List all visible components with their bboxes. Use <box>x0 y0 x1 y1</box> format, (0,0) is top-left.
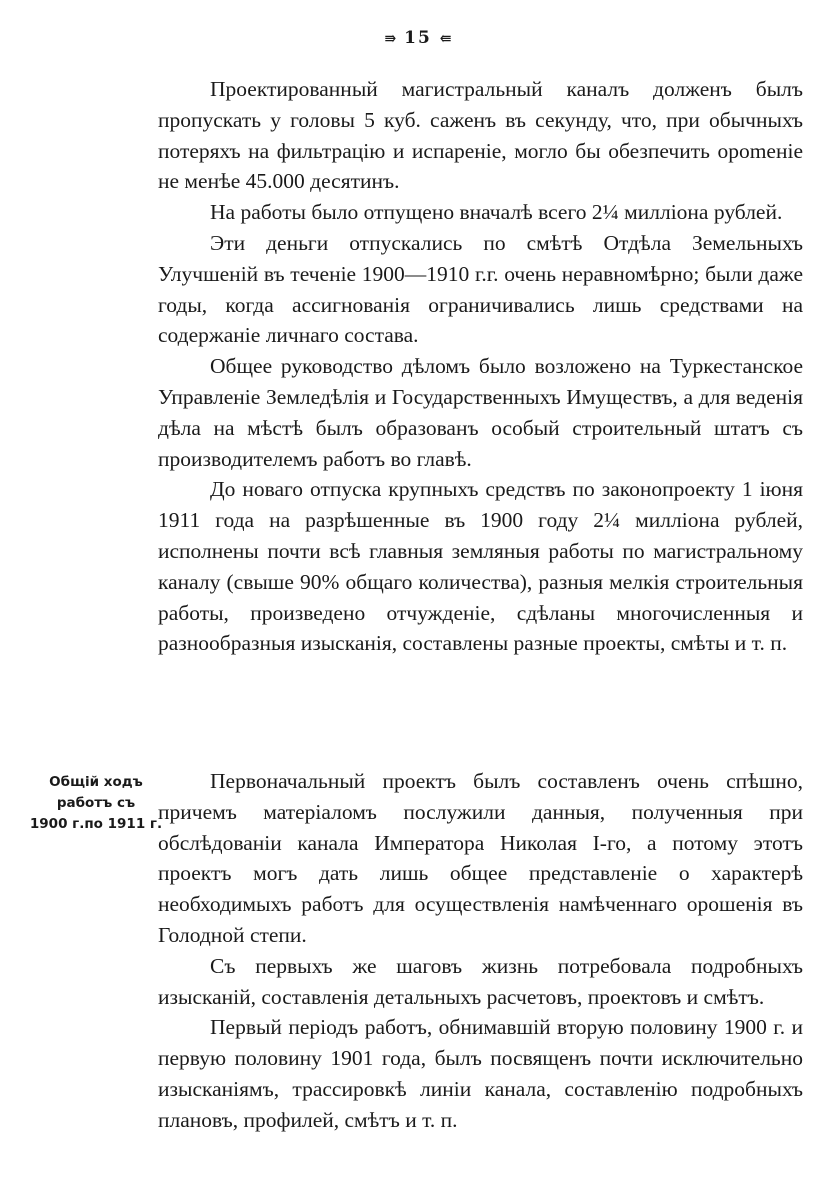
paragraph: На работы было отпущено вначалѣ всего 2¼ милліона рублей. <box>210 200 783 225</box>
paragraph: Общее руководство дѣломъ было возложено на Туркестанское Управленіе Земледѣлія и Государственныхъ Имуществъ, а для веденія дѣла на мѣстѣ былъ образованъ особый строительный штатъ съ производителемъ работъ во главѣ. <box>158 354 803 471</box>
ornament-right-icon: ⇚ <box>439 31 452 47</box>
page-number: 15 <box>404 28 432 48</box>
margin-note-line: работъ съ <box>56 795 136 811</box>
paragraph: Съ первыхъ же шаговъ жизнь потребовала подробныхъ изысканій, составленія детальныхъ расчетовъ, проектовъ и смѣтъ. <box>158 953 803 1009</box>
margin-note-line: Общій ходъ <box>49 774 143 790</box>
paragraph: Первый періодъ работъ, обнимавшій вторую половину 1900 г. и первую половину 1901 года, былъ посвященъ почти исключительно изысканіямъ, трассировкѣ линіи канала, составленію подробныхъ плановъ, профилей, смѣтъ и т. п. <box>158 1015 803 1132</box>
paragraph: Проектированный магистральный каналъ долженъ былъ пропускать у головы 5 куб. саженъ въ секунду, что, при обычныхъ потеряхъ на фильтрацію и испареніе, могло бы обезпечить ороmeніе не менѣе 45.000 десятинъ. <box>158 77 803 194</box>
paragraph: До новаго отпуска крупныхъ средствъ по законопроекту 1 іюня 1911 года на разрѣшенные въ 1900 году 2¼ милліона рублей, исполнены почти всѣ главныя земляныя работы по магистральному каналу (свыше 90% общаго количества), разныя мелкія строительныя работы, произведено отчужденіе, сдѣланы многочисленныя и разнообразныя изысканія, составлены разные проекты, смѣты и т. п. <box>158 477 803 656</box>
text-section-1 <box>158 74 803 659</box>
paragraph: Первоначальный проектъ былъ составленъ очень спѣшно, причемъ матеріаломъ послужили данныя, полученныя при обслѣдованіи канала Императора Николая І-го, а потому этотъ проектъ могъ дать лишь общее представленіе о характерѣ необходимыхъ работъ для осуществленія намѣченнаго орошенія въ Голодной степи. <box>158 769 803 947</box>
page-header <box>0 28 836 48</box>
paragraph: Эти деньги отпускались по смѣтѣ Отдѣла Земельныхъ Улучшеній въ теченіе 1900—1910 г.г. очень неравномѣрно; были даже годы, когда ассигнованія ограничивались лишь средствами на содержаніе личнаго состава. <box>158 230 803 348</box>
ornament-left-icon: ⇛ <box>384 31 397 47</box>
margin-note-line: 1900 г.по 1911 г. <box>29 816 163 832</box>
text-section-2 <box>158 766 803 1136</box>
margin-note <box>26 772 166 835</box>
